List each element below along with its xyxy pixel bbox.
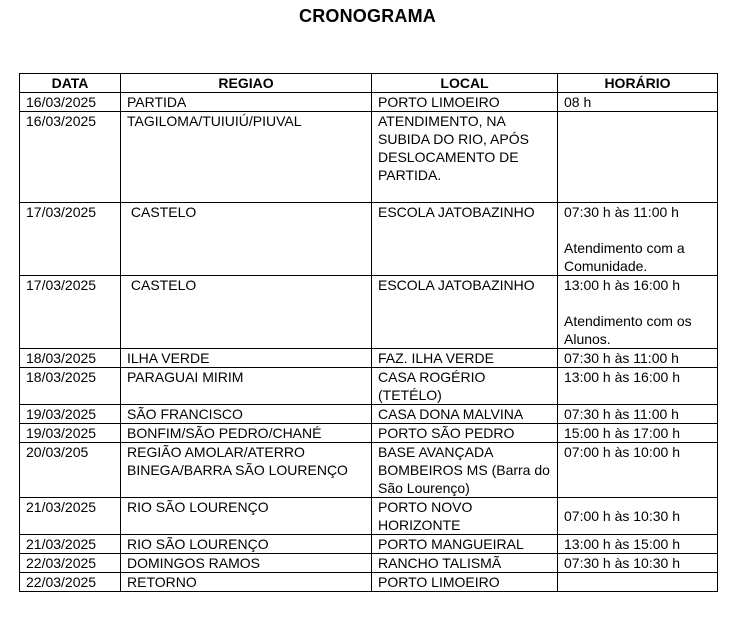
time-note: Atendimento com os Alunos. bbox=[564, 313, 692, 347]
table-row bbox=[20, 443, 718, 498]
cell-region: REGIÃO AMOLAR/ATERRO BINEGA/BARRA SÃO LOURENÇO bbox=[121, 443, 372, 498]
cell-time bbox=[558, 276, 718, 349]
time-text: 13:00 h às 16:00 h bbox=[564, 277, 680, 293]
cell-time bbox=[558, 443, 718, 498]
cell-date: 20/03/205 bbox=[20, 443, 121, 498]
table-row bbox=[20, 368, 718, 405]
table-row bbox=[20, 554, 718, 573]
table-row bbox=[20, 498, 718, 535]
table-header-row bbox=[20, 74, 718, 93]
cell-local: RANCHO TALISMÃ bbox=[372, 554, 558, 573]
cell-local: PORTO MANGUEIRAL bbox=[372, 535, 558, 554]
cell-local: CASA ROGÉRIO (TETÉLO) bbox=[372, 368, 558, 405]
cell-date: 18/03/2025 bbox=[20, 368, 121, 405]
cell-time bbox=[558, 93, 718, 112]
cell-date: 22/03/2025 bbox=[20, 554, 121, 573]
time-text: 07:30 h às 11:00 h bbox=[564, 350, 679, 366]
cell-date: 22/03/2025 bbox=[20, 573, 121, 592]
cell-time bbox=[558, 535, 718, 554]
cell-time bbox=[558, 112, 718, 203]
time-text: 07:00 h às 10:00 h bbox=[564, 444, 680, 460]
time-text: 07:00 h às 10:30 h bbox=[564, 508, 680, 524]
time-note: Atendimento com a Comunidade. bbox=[564, 240, 685, 274]
cell-time bbox=[558, 405, 718, 424]
cell-date: 17/03/2025 bbox=[20, 276, 121, 349]
time-text: 08 h bbox=[564, 94, 592, 110]
table-row bbox=[20, 424, 718, 443]
time-text: 13:00 h às 15:00 h bbox=[564, 536, 680, 552]
time-text: 13:00 h às 16:00 h bbox=[564, 369, 680, 385]
cell-time bbox=[558, 349, 718, 368]
cell-region: PARAGUAI MIRIM bbox=[121, 368, 372, 405]
cell-time bbox=[558, 203, 718, 276]
cell-time bbox=[558, 498, 718, 535]
cell-local: ESCOLA JATOBAZINHO bbox=[372, 203, 558, 276]
cell-region: PARTIDA bbox=[121, 93, 372, 112]
cell-region: RIO SÃO LOURENÇO bbox=[121, 498, 372, 535]
cell-time bbox=[558, 368, 718, 405]
table-row bbox=[20, 405, 718, 424]
cell-time bbox=[558, 573, 718, 592]
cell-local: CASA DONA MALVINA bbox=[372, 405, 558, 424]
time-text: 07:30 h às 10:30 h bbox=[564, 555, 680, 571]
header-local: LOCAL bbox=[372, 74, 558, 93]
cell-region: ILHA VERDE bbox=[121, 349, 372, 368]
cell-local: ESCOLA JATOBAZINHO bbox=[372, 276, 558, 349]
cell-local: BASE AVANÇADA BOMBEIROS MS (Barra do São Lourenço) bbox=[372, 443, 558, 498]
header-region: REGIAO bbox=[121, 74, 372, 93]
cell-date: 21/03/2025 bbox=[20, 498, 121, 535]
cell-region: CASTELO bbox=[121, 203, 372, 276]
cell-date: 19/03/2025 bbox=[20, 424, 121, 443]
table-row bbox=[20, 203, 718, 276]
time-text: 07:30 h às 11:00 h bbox=[564, 406, 679, 422]
table-row bbox=[20, 349, 718, 368]
cell-date: 21/03/2025 bbox=[20, 535, 121, 554]
table-row bbox=[20, 276, 718, 349]
cell-date: 17/03/2025 bbox=[20, 203, 121, 276]
cell-time bbox=[558, 424, 718, 443]
cell-local: PORTO LIMOEIRO bbox=[372, 93, 558, 112]
table-row bbox=[20, 535, 718, 554]
table-row bbox=[20, 93, 718, 112]
time-text: 07:30 h às 11:00 h bbox=[564, 204, 679, 220]
cell-region: CASTELO bbox=[121, 276, 372, 349]
cell-date: 19/03/2025 bbox=[20, 405, 121, 424]
cell-region: DOMINGOS RAMOS bbox=[121, 554, 372, 573]
header-date: DATA bbox=[20, 74, 121, 93]
cell-date: 16/03/2025 bbox=[20, 112, 121, 203]
cell-local: PORTO LIMOEIRO bbox=[372, 573, 558, 592]
cell-date: 18/03/2025 bbox=[20, 349, 121, 368]
time-text: 15:00 h às 17:00 h bbox=[564, 425, 680, 441]
table-row bbox=[20, 573, 718, 592]
cell-region: RIO SÃO LOURENÇO bbox=[121, 535, 372, 554]
cell-local: PORTO NOVO HORIZONTE bbox=[372, 498, 558, 535]
cell-region: TAGILOMA/TUIUIÚ/PIUVAL bbox=[121, 112, 372, 203]
cell-local: PORTO SÃO PEDRO bbox=[372, 424, 558, 443]
cell-time bbox=[558, 554, 718, 573]
schedule-table bbox=[19, 73, 718, 592]
cell-region: RETORNO bbox=[121, 573, 372, 592]
header-time: HORÁRIO bbox=[558, 74, 718, 93]
page-title: CRONOGRAMA bbox=[299, 6, 436, 26]
cell-date: 16/03/2025 bbox=[20, 93, 121, 112]
table-row bbox=[20, 112, 718, 203]
cell-local: FAZ. ILHA VERDE bbox=[372, 349, 558, 368]
cell-region: SÃO FRANCISCO bbox=[121, 405, 372, 424]
cell-region: BONFIM/SÃO PEDRO/CHANÉ bbox=[121, 424, 372, 443]
cell-local: ATENDIMENTO, NA SUBIDA DO RIO, APÓS DESLOCAMENTO DE PARTIDA. bbox=[372, 112, 558, 203]
